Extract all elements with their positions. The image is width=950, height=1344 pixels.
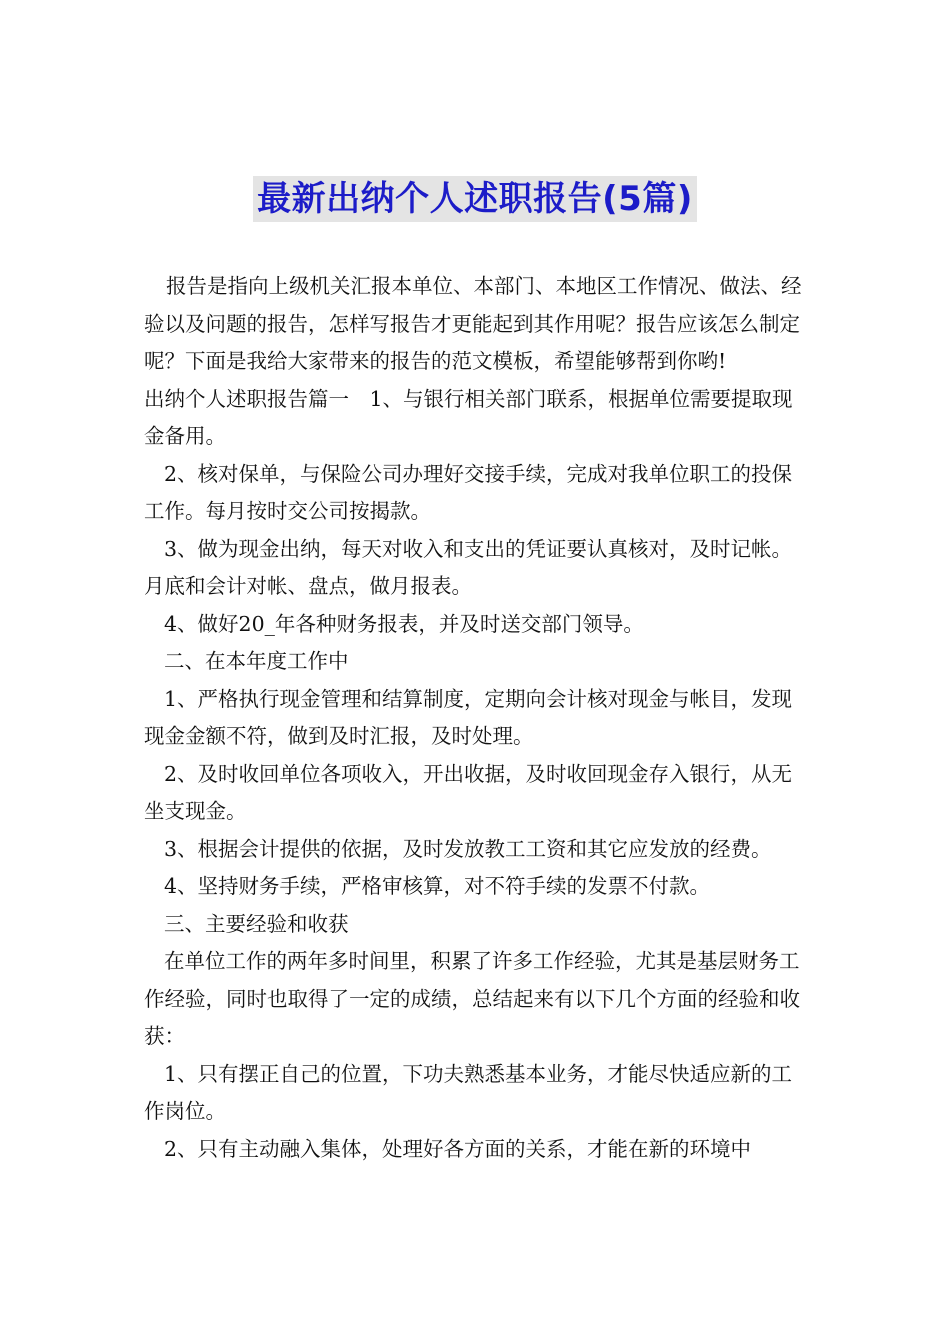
- title-container: [0, 176, 950, 222]
- document-title: 最新出纳个人述职报告(5篇): [253, 176, 697, 222]
- section-heading-three: 三、主要经验和收获: [164, 911, 349, 936]
- paragraph-item: 2、只有主动融入集体，处理好各方面的关系，才能在新的环境中: [164, 1136, 752, 1161]
- section-heading-two: 二、在本年度工作中: [164, 649, 349, 673]
- document-body: [144, 268, 812, 1168]
- paragraph-item: 在单位工作的两年多时间里，积累了许多工作经验，尤其是基层财务工作经验，同时也取得了一定的成绩，总结起来有以下几个方面的经验和收获：: [144, 949, 800, 1048]
- paragraph-item: 2、及时收回单位各项收入，开出收据，及时收回现金存入银行，从无坐支现金。: [144, 761, 793, 823]
- paragraph-item: 3、根据会计提供的依据，及时发放教工工资和其它应发放的经费。: [164, 836, 772, 861]
- paragraph-item: 2、核对保单，与保险公司办理好交接手续，完成对我单位职工的投保工作。每月按时交公司按揭款。: [144, 461, 793, 523]
- paragraph-item: 3、做为现金出纳，每天对收入和支出的凭证要认真核对，及时记帐。月底和会计对帐、盘点，做月报表。: [144, 536, 793, 598]
- paragraph-item: 1、严格执行现金管理和结算制度，定期向会计核对现金与帐目，发现现金金额不符，做到及时汇报，及时处理。: [144, 686, 793, 748]
- paragraph-section-one-heading: 出纳个人述职报告篇一 1、与银行相关部门联系，根据单位需要提取现金备用。: [144, 386, 793, 448]
- intro-paragraph: 报告是指向上级机关汇报本单位、本部门、本地区工作情况、做法、经验以及问题的报告，怎样写报告才更能起到其作用呢？报告应该怎么制定呢？下面是我给大家带来的报告的范文模板，希望能够帮到你哟!: [144, 274, 802, 373]
- paragraph-item: 1、只有摆正自己的位置，下功夫熟悉基本业务，才能尽快适应新的工作岗位。: [144, 1061, 793, 1123]
- paragraph-item: 4、做好20_年各种财务报表，并及时送交部门领导。: [164, 611, 644, 636]
- paragraph-item: 4、坚持财务手续，严格审核算，对不符手续的发票不付款。: [164, 874, 711, 898]
